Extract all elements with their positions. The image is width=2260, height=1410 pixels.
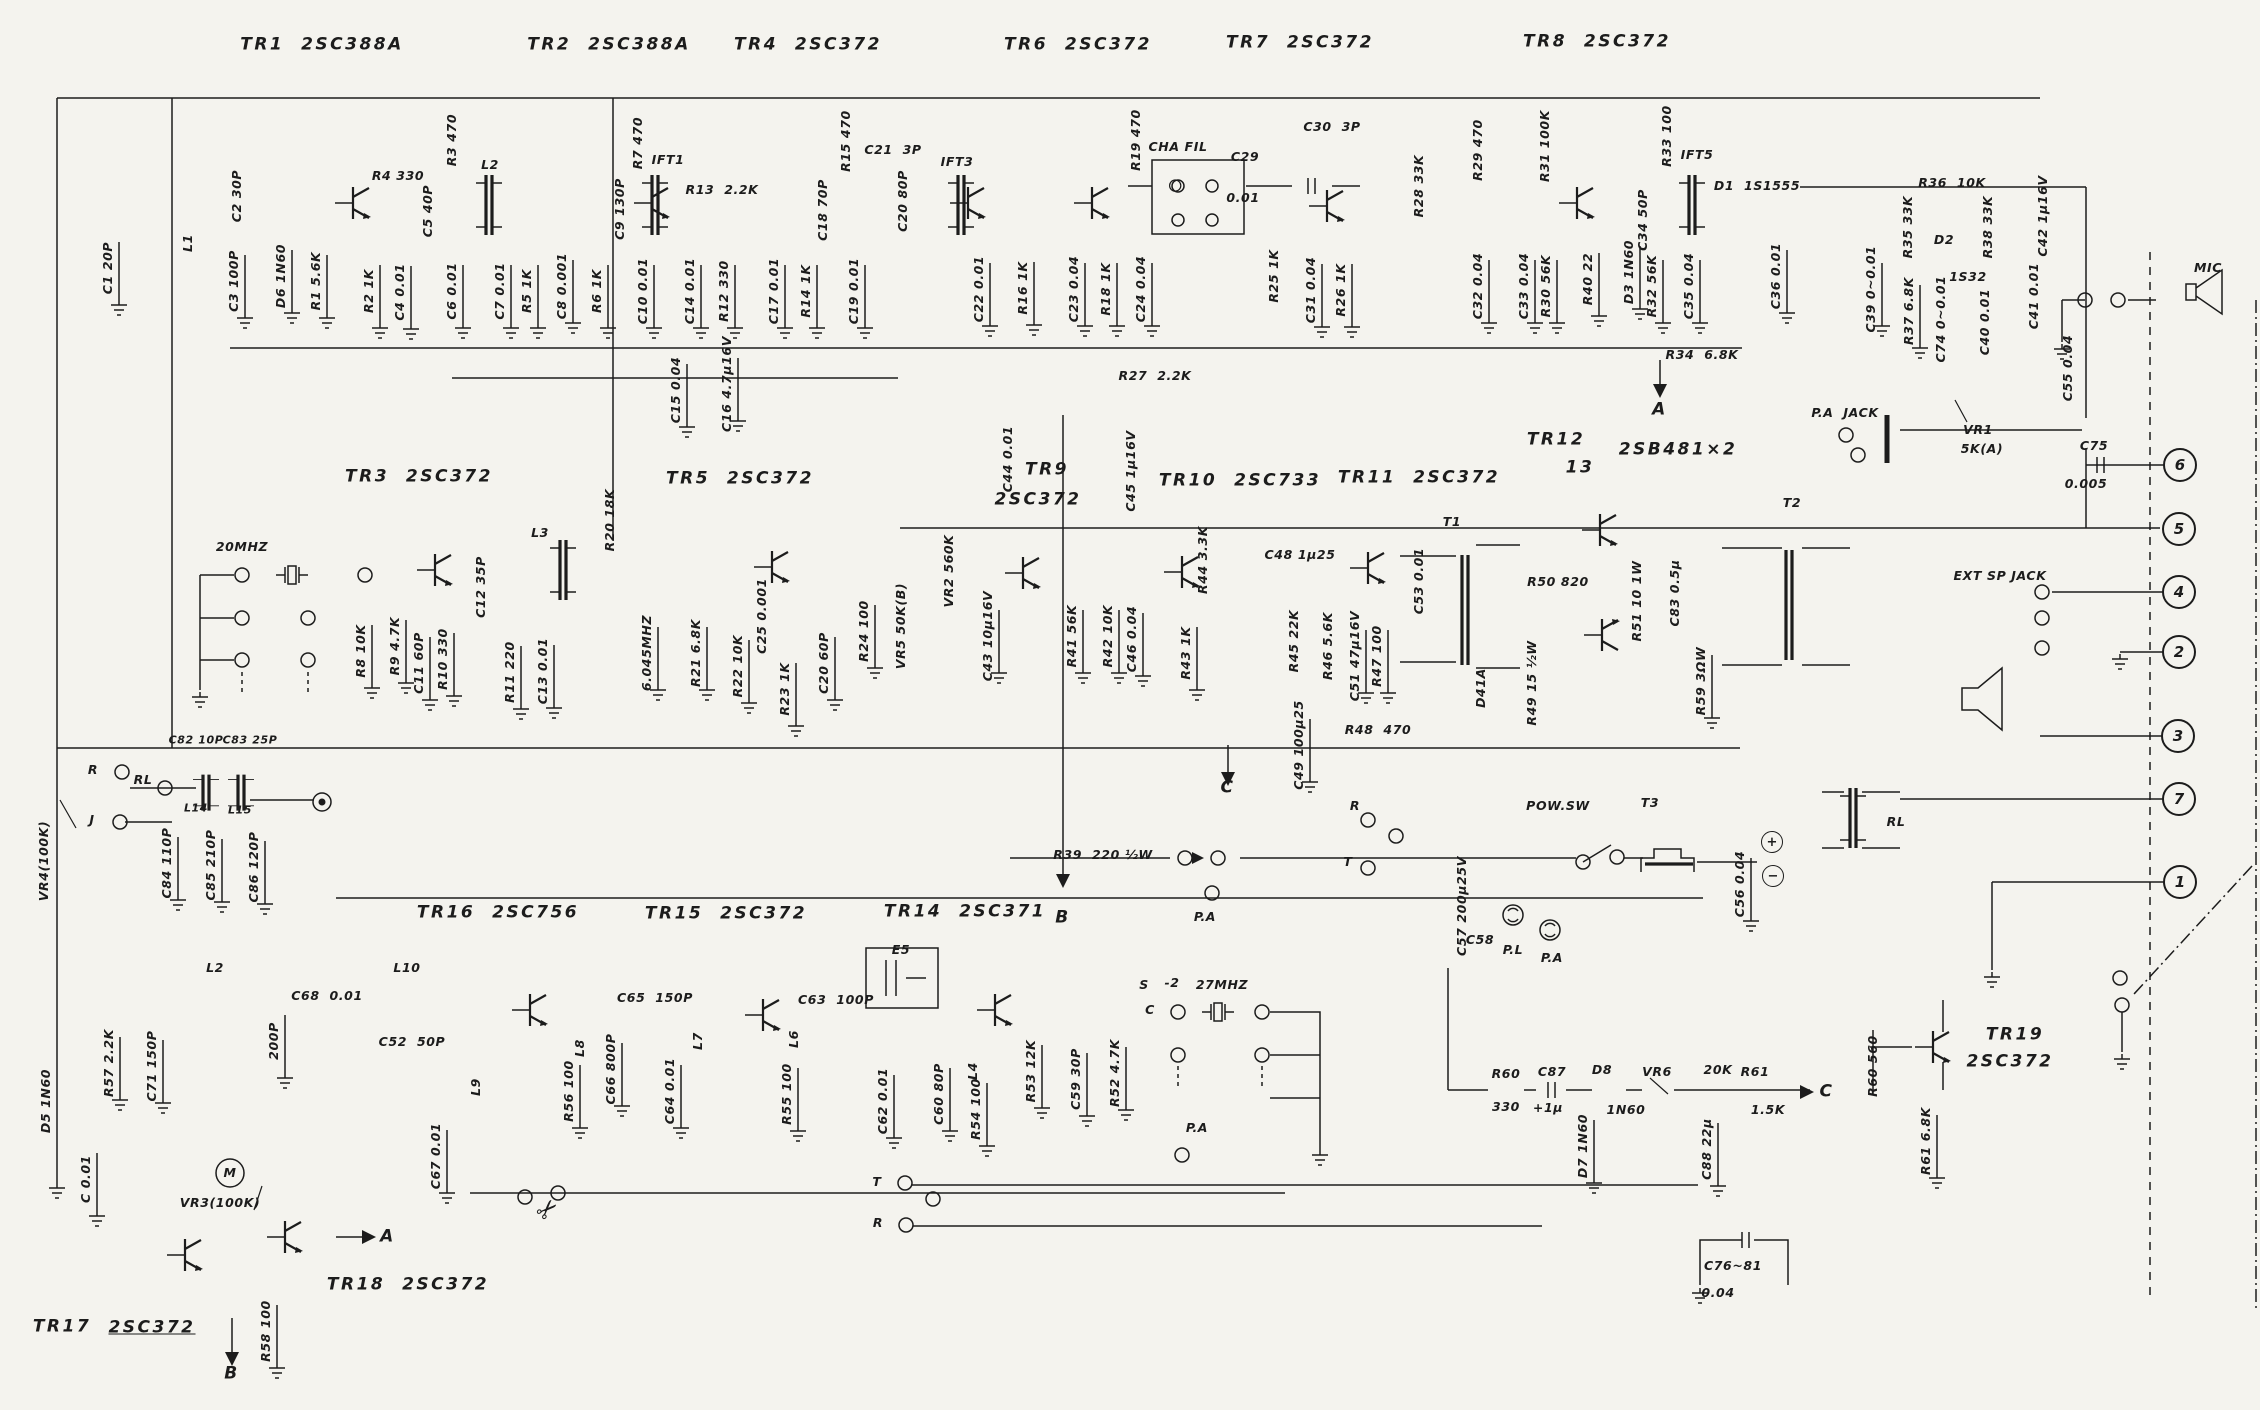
component-label: C13 0.01 xyxy=(534,637,550,705)
connector-pin-2: 2 xyxy=(2162,635,2196,669)
component-label: R1 5.6K xyxy=(307,251,323,311)
component-label: TR16 2SC756 xyxy=(416,902,580,923)
component-label: L7 xyxy=(689,1032,705,1050)
component-label: C16 4.7μ16V xyxy=(718,336,734,432)
component-label: C48 1μ25 xyxy=(1264,546,1336,562)
component-label: P.A xyxy=(1193,908,1217,924)
component-label: L3 xyxy=(531,524,549,540)
component-label: 5K(A) xyxy=(1960,440,2004,456)
component-label: R50 820 xyxy=(1527,573,1589,589)
component-label: C7 0.01 xyxy=(491,262,507,320)
component-label: D2 xyxy=(1933,231,1955,247)
component-label: 27MHZ xyxy=(1195,976,1249,992)
component-label: C33 0.04 xyxy=(1515,252,1531,320)
component-label: C 0.01 xyxy=(77,1155,93,1203)
component-label: D1 1S1555 xyxy=(1713,177,1801,193)
component-label: C24 0.04 xyxy=(1132,255,1148,323)
component-label: C29 xyxy=(1230,148,1260,164)
component-label: 0.005 xyxy=(2064,475,2108,491)
component-label: R15 470 xyxy=(837,110,853,172)
component-label: R18 1K xyxy=(1097,262,1113,316)
component-label: C xyxy=(1220,777,1236,798)
component-label: VR2 560K xyxy=(940,534,956,608)
component-label: R49 15 ½W xyxy=(1523,640,1539,726)
component-label: TR8 2SC372 xyxy=(1523,31,1671,52)
component-label: C23 0.04 xyxy=(1065,255,1081,323)
component-label: L2 xyxy=(206,959,224,975)
connector-pin-5: 5 xyxy=(2162,512,2196,546)
component-label: C86 120P xyxy=(245,831,261,903)
component-label: MIC xyxy=(2193,259,2223,275)
component-label: C45 1μ16V xyxy=(1122,430,1138,512)
component-label: TR4 2SC372 xyxy=(734,34,882,55)
component-label: L9 xyxy=(467,1078,483,1096)
component-label: C30 3P xyxy=(1303,118,1361,134)
component-label: VR3(100K) xyxy=(179,1194,261,1210)
component-label: TR19 xyxy=(1985,1024,2045,1045)
component-label: L10 xyxy=(393,959,421,975)
component-label: T2 xyxy=(1782,494,1802,510)
component-label: POW.SW xyxy=(1526,797,1590,813)
component-label: L15 xyxy=(227,803,253,817)
component-label: TR12 xyxy=(1526,429,1586,450)
component-label: 0.01 xyxy=(1226,189,1260,205)
component-label: D8 xyxy=(1591,1061,1613,1077)
component-label: C22 0.01 xyxy=(970,255,986,323)
component-label: 2SC372 xyxy=(994,489,1082,510)
component-label: C74 0~0.01 xyxy=(1932,275,1948,363)
component-label: 20K xyxy=(1703,1061,1733,1077)
component-label: R24 100 xyxy=(855,600,871,662)
component-label: C75 xyxy=(2079,437,2109,453)
connector-pin-1: 1 xyxy=(2163,865,2197,899)
component-label: T xyxy=(1343,853,1353,869)
component-label: R28 33K xyxy=(1410,154,1426,218)
component-label: C11 60P xyxy=(410,632,426,694)
component-label: RL xyxy=(133,771,153,787)
component-label: R5 1K xyxy=(518,268,534,314)
component-label: R xyxy=(87,761,99,777)
component-label: A xyxy=(380,1226,396,1247)
component-label: TR1 2SC388A xyxy=(240,34,404,55)
component-label: C87 xyxy=(1537,1063,1567,1079)
component-label: R22 10K xyxy=(729,634,745,698)
component-label: VR4(100K) xyxy=(35,820,51,902)
connector-pin-7: 7 xyxy=(2162,782,2196,816)
component-label: R53 12K xyxy=(1022,1039,1038,1103)
component-label: -2 xyxy=(1164,974,1180,990)
component-label: 13 xyxy=(1565,457,1595,478)
component-label: R59 3ΩW xyxy=(1692,646,1708,716)
component-label: C21 3P xyxy=(864,141,922,157)
component-label: R54 100 xyxy=(967,1078,983,1140)
component-label: D6 1N60 xyxy=(272,243,288,309)
component-label: R57 2.2K xyxy=(100,1028,116,1098)
component-label: IFT5 xyxy=(1680,146,1714,162)
component-label: P.A JACK xyxy=(1811,404,1879,420)
component-label: C55 0.04 xyxy=(2059,334,2075,402)
component-label: R2 1K xyxy=(360,268,376,314)
component-label: R55 100 xyxy=(778,1063,794,1125)
component-label: C9 130P xyxy=(611,178,627,240)
component-label: R xyxy=(1349,797,1361,813)
connector-pin-4: 4 xyxy=(2162,575,2196,609)
component-label: R42 10K xyxy=(1099,604,1115,668)
component-label: C58 xyxy=(1465,931,1495,947)
component-label: RL xyxy=(1886,813,1906,829)
power-terminal: + xyxy=(1761,831,1783,853)
component-label: C19 0.01 xyxy=(845,257,861,325)
component-label: C46 0.04 xyxy=(1123,605,1139,673)
component-label: C6 0.01 xyxy=(443,262,459,320)
component-label: C60 80P xyxy=(930,1063,946,1125)
component-label: TR9 xyxy=(1024,459,1070,480)
component-label: C62 0.01 xyxy=(874,1067,890,1135)
component-label: B xyxy=(224,1363,240,1384)
component-label: C10 0.01 xyxy=(634,257,650,325)
connector-pin-3: 3 xyxy=(2161,719,2195,753)
component-label: L1 xyxy=(179,234,195,252)
component-label: R19 470 xyxy=(1127,109,1143,171)
component-label: C43 10μ16V xyxy=(979,590,995,682)
component-label: R30 56K xyxy=(1537,254,1553,318)
component-label: C83 25P xyxy=(222,733,278,747)
component-label: C17 0.01 xyxy=(765,257,781,325)
component-label: R45 22K xyxy=(1285,609,1301,673)
component-label: TR18 2SC372 xyxy=(326,1274,490,1295)
component-label: C65 150P xyxy=(617,989,693,1005)
connector-pin-6: 6 xyxy=(2163,448,2197,482)
component-label: L4 xyxy=(964,1062,980,1080)
component-label: C84 110P xyxy=(158,827,174,899)
component-label: VR5 50K(B) xyxy=(892,582,908,670)
component-label: R33 100 xyxy=(1658,105,1674,167)
component-label: C36 0.01 xyxy=(1767,242,1783,310)
component-label: D3 1N60 xyxy=(1620,239,1636,305)
component-label: R61 xyxy=(1740,1063,1770,1079)
component-label: VR6 xyxy=(1642,1063,1672,1079)
component-label: R34 6.8K xyxy=(1665,346,1739,362)
component-label: R40 22 xyxy=(1579,252,1595,306)
component-label: C4 0.01 xyxy=(391,263,407,321)
component-label: C40 0.01 xyxy=(1976,288,1992,356)
component-label: IFT3 xyxy=(940,153,974,169)
component-label: R23 1K xyxy=(776,662,792,716)
component-label: 2SB481×2 xyxy=(1618,439,1738,460)
component-label: C39 0~0.01 xyxy=(1862,245,1878,333)
component-label: D5 1N60 xyxy=(37,1068,53,1134)
component-label: R16 1K xyxy=(1014,261,1030,315)
component-label: T xyxy=(872,1173,882,1189)
component-label: D7 1N60 xyxy=(1574,1113,1590,1179)
component-label: C xyxy=(1145,1001,1155,1017)
component-label: M xyxy=(223,1164,237,1180)
component-label: TR14 2SC371 xyxy=(883,901,1047,922)
component-label: L8 xyxy=(571,1039,587,1057)
component-label: R43 1K xyxy=(1177,626,1193,680)
component-label: R52 4.7K xyxy=(1106,1038,1122,1108)
component-label: C31 0.04 xyxy=(1302,256,1318,324)
component-label: R10 330 xyxy=(434,628,450,690)
component-label: TR17 xyxy=(32,1316,92,1337)
component-label: R58 100 xyxy=(257,1300,273,1362)
component-label: 20MHZ xyxy=(215,538,269,554)
component-label: R4 330 xyxy=(371,167,425,183)
component-label: 1S32 xyxy=(1949,268,1987,284)
component-label: C63 100P xyxy=(798,991,874,1007)
power-terminal: − xyxy=(1762,865,1784,887)
component-label: R xyxy=(872,1214,884,1230)
component-label: R21 6.8K xyxy=(687,618,703,688)
component-label: C88 22μ xyxy=(1698,1118,1714,1180)
component-label: EXT SP JACK xyxy=(1953,567,2047,583)
component-label: C14 0.01 xyxy=(681,257,697,325)
component-label: E5 xyxy=(891,941,911,957)
component-label: R61 6.8K xyxy=(1917,1106,1933,1176)
component-label: VR1 xyxy=(1963,421,1993,437)
component-label: C56 0.04 xyxy=(1731,850,1747,918)
component-label: TR15 2SC372 xyxy=(644,903,808,924)
component-label: R44 3.3K xyxy=(1194,525,1210,595)
component-label: 1.5K xyxy=(1750,1101,1786,1117)
component-label: C83 0.5μ xyxy=(1666,559,1682,627)
component-label: TR11 2SC372 xyxy=(1337,467,1501,488)
component-label: R29 470 xyxy=(1469,119,1485,181)
component-label: 2SC372 xyxy=(108,1317,196,1338)
component-label: C41 0.01 xyxy=(2025,262,2041,330)
component-label: R7 470 xyxy=(629,116,645,170)
component-label: TR10 2SC733 xyxy=(1158,470,1322,491)
component-label: R35 33K xyxy=(1899,195,1915,259)
component-label: C1 20P xyxy=(99,241,115,295)
component-label: R60 xyxy=(1491,1065,1521,1081)
component-label: C76~81 xyxy=(1703,1257,1763,1273)
component-label: R6 1K xyxy=(588,268,604,314)
component-label: R12 330 xyxy=(715,260,731,322)
component-label: C85 210P xyxy=(202,829,218,901)
component-label: C12 35P xyxy=(472,556,488,618)
component-label: C32 0.04 xyxy=(1469,252,1485,320)
component-label: TR6 2SC372 xyxy=(1004,34,1152,55)
component-label: C49 100μ25 xyxy=(1290,700,1306,790)
component-label: T3 xyxy=(1640,794,1660,810)
component-label: C xyxy=(1819,1081,1835,1102)
component-label: C20 60P xyxy=(815,632,831,694)
component-label: R47 100 xyxy=(1368,625,1384,687)
component-label: P.L xyxy=(1502,941,1524,957)
component-label: TR2 2SC388A xyxy=(527,34,691,55)
component-label: L2 xyxy=(481,156,499,172)
component-label: C18 70P xyxy=(814,179,830,241)
component-label: C25 0.001 xyxy=(753,578,769,654)
component-label: R11 220 xyxy=(501,641,517,703)
component-label: C42 1μ16V xyxy=(2034,175,2050,257)
component-label: R26 1K xyxy=(1332,263,1348,317)
component-label: R38 33K xyxy=(1979,195,1995,259)
component-label: C35 0.04 xyxy=(1680,252,1696,320)
component-label: R41 56K xyxy=(1063,604,1079,668)
component-label: C44 0.01 xyxy=(999,425,1015,493)
component-label: R39 220 ½W xyxy=(1053,846,1153,862)
component-label: J xyxy=(89,811,95,827)
cut-mark-icon: ✂ xyxy=(529,1191,567,1229)
component-label: B xyxy=(1055,907,1071,928)
component-label: C34 50P xyxy=(1634,189,1650,251)
component-label: R48 470 xyxy=(1344,721,1412,737)
component-label: 0.04 xyxy=(1701,1284,1735,1300)
component-label: C71 150P xyxy=(143,1030,159,1102)
component-label: C59 30P xyxy=(1067,1048,1083,1110)
component-label: C52 50P xyxy=(378,1033,446,1049)
component-label: C2 30P xyxy=(228,169,244,223)
component-label: C57 200μ25V xyxy=(1453,856,1469,956)
component-label: C82 10P xyxy=(168,733,224,747)
component-label: R14 1K xyxy=(797,264,813,318)
component-label: R9 4.7K xyxy=(386,616,402,676)
component-label: L6 xyxy=(785,1030,801,1048)
component-label: R36 10K xyxy=(1918,174,1986,190)
component-label: C68 0.01 xyxy=(291,987,363,1003)
component-label: C53 0.01 xyxy=(1410,547,1426,615)
component-label: R25 1K xyxy=(1265,249,1281,303)
component-label: C8 0.001 xyxy=(553,252,569,320)
component-label: A xyxy=(1652,399,1668,420)
component-label: C64 0.01 xyxy=(661,1057,677,1125)
component-label: TR7 2SC372 xyxy=(1226,32,1374,53)
component-label: C20 80P xyxy=(894,170,910,232)
component-label: R37 6.8K xyxy=(1900,276,1916,346)
component-label: R8 10K xyxy=(352,624,368,678)
component-label: 1N60 xyxy=(1606,1101,1646,1117)
component-label: R3 470 xyxy=(443,113,459,167)
component-label: 330 xyxy=(1492,1098,1520,1114)
component-label: C51 47μ16V xyxy=(1346,610,1362,702)
component-label: +1μ xyxy=(1532,1099,1564,1115)
component-label: C3 100P xyxy=(225,250,241,312)
component-label: P.A xyxy=(1540,949,1564,965)
component-label: C15 0.04 xyxy=(667,356,683,424)
component-label: TR5 2SC372 xyxy=(666,468,814,489)
component-label: R32 56K xyxy=(1643,254,1659,318)
component-label: TR3 2SC372 xyxy=(345,466,493,487)
component-label: R31 100K xyxy=(1536,110,1552,182)
component-label: 2SC372 xyxy=(1966,1051,2054,1072)
component-label: R60 560 xyxy=(1864,1035,1880,1097)
component-label: C66 800P xyxy=(602,1033,618,1105)
component-label: P.A xyxy=(1185,1119,1209,1135)
component-label: C67 0.01 xyxy=(427,1122,443,1190)
component-label: S xyxy=(1139,976,1149,992)
component-label: R46 5.6K xyxy=(1319,611,1335,681)
component-label: CHA FIL xyxy=(1148,138,1208,154)
component-label: R20 18K xyxy=(601,488,617,552)
component-label: L14 xyxy=(183,801,209,815)
component-label: R13 2.2K xyxy=(685,181,759,197)
component-label: T1 xyxy=(1442,513,1462,529)
component-label: IFT1 xyxy=(651,151,685,167)
component-label: R51 10 1W xyxy=(1628,560,1644,642)
component-label: R56 100 xyxy=(560,1060,576,1122)
component-label: R27 2.2K xyxy=(1118,367,1192,383)
component-label: C5 40P xyxy=(419,184,435,238)
component-label: 200P xyxy=(265,1022,281,1060)
component-label: D41A xyxy=(1472,668,1488,708)
component-label: 6.045MHZ xyxy=(638,614,654,692)
